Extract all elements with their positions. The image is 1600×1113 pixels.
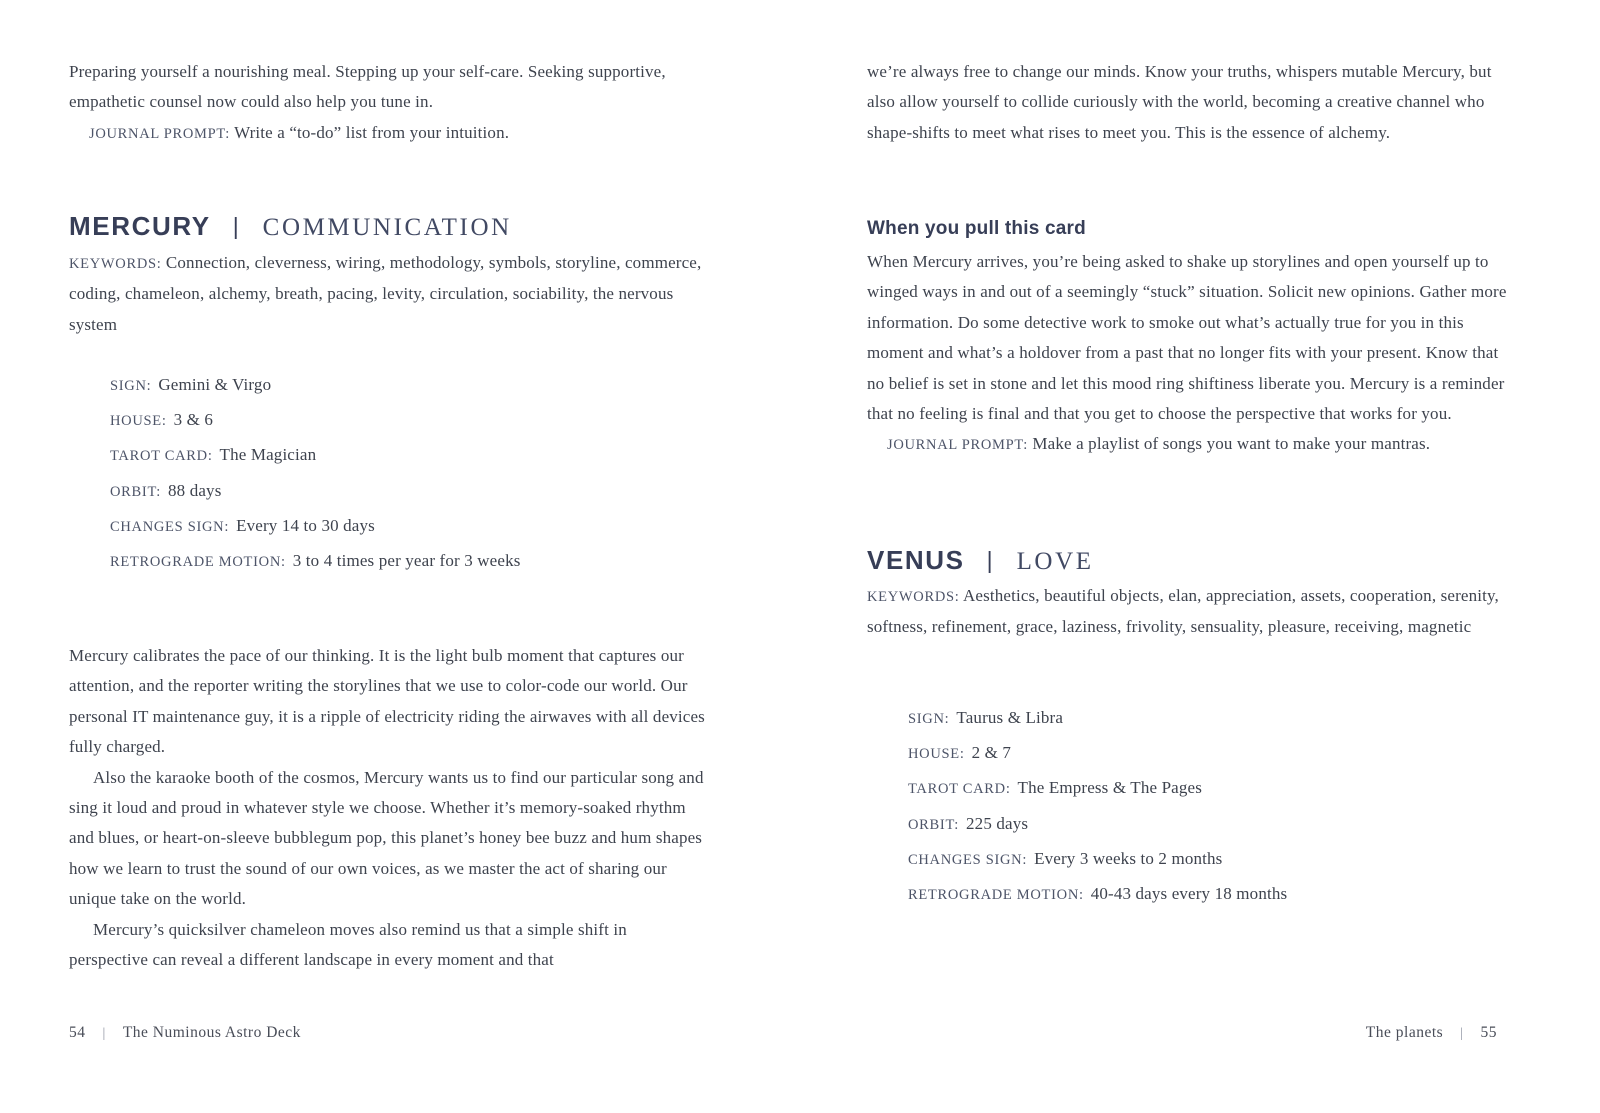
stat-label: TAROT CARD: bbox=[908, 781, 1011, 798]
stat-value: 3 to 4 times per year for 3 weeks bbox=[292, 551, 521, 571]
journal-prompt-label: JOURNAL PROMPT: bbox=[89, 125, 230, 142]
mercury-stats-block bbox=[69, 368, 750, 579]
venus-keywords-block bbox=[867, 581, 1509, 643]
stat-label: RETROGRADE MOTION: bbox=[908, 887, 1084, 904]
stat-row-retrograde bbox=[908, 877, 1550, 912]
stat-label: HOUSE: bbox=[110, 413, 167, 430]
stat-label: RETROGRADE MOTION: bbox=[110, 554, 286, 571]
body-paragraph: Mercury calibrates the pace of our thinking. It is the light bulb moment that captures our attention, and the reporter writing the storylines that we use to color-code our world. Our personal IT maintenance guy, it is a ripple of electricity riding the airwaves with all devices fully charged. bbox=[69, 646, 705, 757]
stat-row-changes-sign bbox=[110, 509, 750, 544]
footer-divider: | bbox=[102, 1026, 106, 1041]
book-title: The Numinous Astro Deck bbox=[122, 1024, 301, 1041]
planet-theme: LOVE bbox=[1016, 548, 1094, 575]
keywords-label: KEYWORDS: bbox=[867, 589, 960, 605]
body-paragraph: When Mercury arrives, you’re being asked to shake up storylines and open yourself up to winged ways in and out of a seemingly “stuck” situation. Solicit new opinions. Gather more information. Do some detective work to smoke out what’s actually true for you in this moment and what’s a holdover from a past that no longer fits with your present. Know that no belief is set in stone and let this mood ring shiftiness liberate you. Mercury is a reminder that no feeling is final and that you get to choose the perspective that works for you. bbox=[867, 252, 1507, 424]
stat-label: CHANGES SIGN: bbox=[110, 518, 230, 535]
heading-divider: | bbox=[986, 547, 993, 573]
intro-paragraph: we’re always free to change our minds. Know your truths, whispers mutable Mercury, but also allow yourself to collide curiously with the world, becoming a creative channel who shape-shifts to meet what rises to meet you. This is the essence of alchemy. bbox=[867, 62, 1492, 142]
stat-row-house bbox=[110, 403, 750, 438]
stat-label: ORBIT: bbox=[908, 816, 960, 833]
stat-label: TAROT CARD: bbox=[110, 448, 213, 465]
stat-row-changes-sign bbox=[908, 842, 1550, 877]
stat-row-orbit bbox=[110, 474, 750, 509]
planet-name: VENUS bbox=[867, 545, 965, 575]
keywords-paragraph bbox=[867, 581, 1509, 643]
keywords-paragraph bbox=[69, 248, 709, 340]
stat-value: Taurus & Libra bbox=[956, 708, 1064, 727]
stat-value: 225 days bbox=[966, 813, 1029, 833]
stat-label: HOUSE: bbox=[908, 746, 965, 763]
venus-heading bbox=[867, 545, 1509, 576]
page-number: 54 bbox=[69, 1024, 86, 1041]
planet-theme: COMMUNICATION bbox=[262, 214, 512, 241]
journal-prompt-text: Write a “to-do” list from your intuition. bbox=[229, 122, 510, 142]
mercury-heading bbox=[69, 211, 709, 242]
left-intro-block bbox=[69, 57, 709, 149]
stat-label: SIGN: bbox=[110, 378, 152, 394]
mercury-body-block bbox=[69, 641, 709, 975]
keywords-text: Aesthetics, beautiful objects, elan, appreciation, assets, cooperation, serenity, softness, refinement, grace, laziness, frivolity, sensuality, pleasure, receiving, magnetic bbox=[867, 586, 1499, 637]
stat-label: CHANGES SIGN: bbox=[908, 851, 1028, 868]
stat-value: 88 days bbox=[168, 480, 222, 500]
intro-paragraph bbox=[69, 57, 709, 118]
pull-card-body-block bbox=[867, 247, 1509, 461]
stat-row-sign bbox=[908, 701, 1550, 736]
journal-prompt-line bbox=[69, 118, 709, 149]
heading-divider: | bbox=[232, 213, 239, 239]
keywords-text: Connection, cleverness, wiring, methodology, symbols, storyline, commerce, coding, chameleon, alchemy, breath, pacing, levity, circulation, sociability, the nervous system bbox=[69, 253, 702, 334]
stat-value: Gemini & Virgo bbox=[158, 375, 272, 394]
stat-row-sign bbox=[110, 368, 750, 403]
stat-value: 3 & 6 bbox=[173, 410, 214, 430]
stat-value: 40-43 days every 18 months bbox=[1090, 884, 1288, 904]
journal-prompt-line bbox=[867, 429, 1509, 460]
stat-row-orbit bbox=[908, 807, 1550, 842]
stat-row-tarot-card bbox=[110, 438, 750, 473]
footer-divider: | bbox=[1460, 1026, 1464, 1041]
stat-row-house bbox=[908, 736, 1550, 771]
body-paragraph: Mercury’s quicksilver chameleon moves also remind us that a simple shift in perspective can reveal a different landscape in every moment and that bbox=[69, 919, 627, 970]
planet-name: MERCURY bbox=[69, 211, 211, 241]
stat-value: 2 & 7 bbox=[971, 743, 1012, 763]
stat-label: ORBIT: bbox=[110, 483, 162, 500]
stat-value: Every 3 weeks to 2 months bbox=[1034, 848, 1223, 868]
stat-value: Every 14 to 30 days bbox=[236, 515, 375, 535]
mercury-keywords-block bbox=[69, 248, 709, 340]
intro-text: Preparing yourself a nourishing meal. Stepping up your self-care. Seeking supportive, empathetic counsel now could also help you tune in. bbox=[69, 62, 666, 112]
footer-right bbox=[867, 1024, 1497, 1042]
page-number: 55 bbox=[1480, 1024, 1497, 1041]
keywords-label: KEYWORDS: bbox=[69, 256, 162, 272]
journal-prompt-label: JOURNAL PROMPT: bbox=[887, 437, 1028, 454]
right-intro-block bbox=[867, 57, 1509, 148]
chapter-title: The planets bbox=[1365, 1024, 1444, 1041]
stat-label: SIGN: bbox=[908, 711, 950, 727]
footer-left bbox=[69, 1024, 301, 1042]
stat-value: The Magician bbox=[219, 445, 317, 465]
body-paragraph: Also the karaoke booth of the cosmos, Mercury wants us to find our particular song and sing it loud and proud in whatever style we choose. Whether it’s memory-soaked rhythm and blues, or heart-on-sleeve bubblegum pop, this planet’s honey bee buzz and hum shapes how we learn to trust the sound of our own voices, as we master the act of sharing our unique take on the world. bbox=[69, 767, 704, 909]
journal-prompt-text: Make a playlist of songs you want to make your mantras. bbox=[1027, 434, 1431, 454]
stat-row-tarot-card bbox=[908, 771, 1550, 806]
stat-value: The Empress & The Pages bbox=[1017, 778, 1202, 798]
venus-stats-block bbox=[867, 701, 1550, 912]
pull-card-heading: When you pull this card bbox=[867, 218, 1086, 239]
stat-row-retrograde bbox=[110, 544, 750, 579]
